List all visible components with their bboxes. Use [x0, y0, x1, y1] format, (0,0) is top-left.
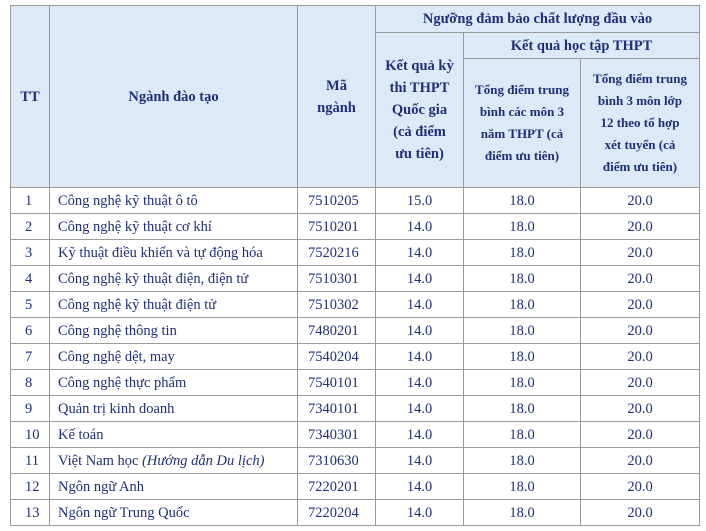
- major-code: 7520216: [298, 240, 376, 266]
- major-name-text: Công nghệ kỹ thuật ô tô: [58, 192, 198, 209]
- major-name-text: Công nghệ dệt, may: [58, 348, 175, 365]
- row-number: 2: [11, 214, 50, 240]
- avg-3-years-score: 18.0: [464, 474, 581, 500]
- major-name: [50, 474, 298, 500]
- exam-score: 14.0: [376, 422, 464, 448]
- major-name: [50, 240, 298, 266]
- exam-score: 14.0: [376, 344, 464, 370]
- table-row: [11, 370, 700, 396]
- table-row: [11, 396, 700, 422]
- major-name: [50, 500, 298, 526]
- major-name-text: Ngôn ngữ Trung Quốc: [58, 504, 190, 521]
- avg-3-years-score: 18.0: [464, 318, 581, 344]
- header-threshold: Ngưỡng đảm bảo chất lượng đầu vào: [376, 6, 700, 33]
- header-avg-3-years: [464, 59, 581, 188]
- exam-score: 14.0: [376, 292, 464, 318]
- exam-score: 14.0: [376, 318, 464, 344]
- header-avg12-line: bình 3 môn lớp: [597, 93, 683, 108]
- header-code-line2: ngành: [317, 99, 356, 116]
- exam-score: 14.0: [376, 370, 464, 396]
- header-exam-result: [376, 33, 464, 188]
- major-name-text: Kế toán: [58, 426, 104, 443]
- major-name-text: Công nghệ kỹ thuật cơ khí: [58, 218, 212, 235]
- row-number: 11: [11, 448, 50, 474]
- header-avg12-line: Tổng điểm trung: [593, 71, 687, 86]
- major-name-text: Công nghệ kỹ thuật điện, điện tử: [58, 270, 249, 287]
- avg-grade12-score: 20.0: [581, 474, 700, 500]
- header-exam-line: thi THPT: [389, 80, 450, 96]
- avg-grade12-score: 20.0: [581, 214, 700, 240]
- table-row: [11, 266, 700, 292]
- major-code: 7220201: [298, 474, 376, 500]
- avg-3-years-score: 18.0: [464, 292, 581, 318]
- avg-grade12-score: 20.0: [581, 448, 700, 474]
- table-row: [11, 422, 700, 448]
- major-name: [50, 422, 298, 448]
- header-avg-grade12: [581, 59, 700, 188]
- exam-score: 15.0: [376, 188, 464, 214]
- major-name-text: Quản trị kinh doanh: [58, 400, 175, 417]
- table-row: [11, 500, 700, 526]
- row-number: 8: [11, 370, 50, 396]
- table-row: [11, 214, 700, 240]
- row-number: 12: [11, 474, 50, 500]
- avg-3-years-score: 18.0: [464, 370, 581, 396]
- table-row: [11, 318, 700, 344]
- table-row: [11, 188, 700, 214]
- row-number: 4: [11, 266, 50, 292]
- avg-grade12-score: 20.0: [581, 422, 700, 448]
- major-code: 7510301: [298, 266, 376, 292]
- major-name: [50, 370, 298, 396]
- table-row: [11, 448, 700, 474]
- header-major: Ngành đào tạo: [50, 6, 298, 188]
- exam-score: 14.0: [376, 500, 464, 526]
- major-code: 7340101: [298, 396, 376, 422]
- row-number: 5: [11, 292, 50, 318]
- exam-score: 14.0: [376, 448, 464, 474]
- header-code: [298, 6, 376, 188]
- avg-3-years-score: 18.0: [464, 266, 581, 292]
- major-name-text: Kỹ thuật điều khiển và tự động hóa: [58, 244, 263, 261]
- header-code-line1: Mã: [326, 77, 347, 94]
- row-number: 1: [11, 188, 50, 214]
- header-avg3-line: Tổng điểm trung: [475, 82, 569, 97]
- major-code: 7510205: [298, 188, 376, 214]
- major-name-text: Công nghệ thực phẩm: [58, 374, 187, 391]
- major-code: 7510201: [298, 214, 376, 240]
- major-name-text: Công nghệ thông tin: [58, 322, 177, 339]
- avg-3-years-score: 18.0: [464, 240, 581, 266]
- table-body: [11, 188, 700, 526]
- major-name: [50, 214, 298, 240]
- major-name-text: Công nghệ kỹ thuật điện tử: [58, 296, 217, 313]
- major-name-note: (Hướng dẫn Du lịch): [142, 452, 265, 469]
- table-row: [11, 474, 700, 500]
- avg-3-years-score: 18.0: [464, 396, 581, 422]
- avg-grade12-score: 20.0: [581, 370, 700, 396]
- row-number: 6: [11, 318, 50, 344]
- avg-grade12-score: 20.0: [581, 396, 700, 422]
- avg-3-years-score: 18.0: [464, 448, 581, 474]
- row-number: 10: [11, 422, 50, 448]
- header-transcript-result: Kết quả học tập THPT: [464, 33, 700, 59]
- header-avg3-line: bình các môn 3: [479, 104, 565, 119]
- major-name: [50, 396, 298, 422]
- header-exam-line: ưu tiên): [395, 146, 444, 162]
- avg-3-years-score: 18.0: [464, 500, 581, 526]
- avg-3-years-score: 18.0: [464, 214, 581, 240]
- major-code: 7480201: [298, 318, 376, 344]
- row-number: 13: [11, 500, 50, 526]
- avg-grade12-score: 20.0: [581, 344, 700, 370]
- row-number: 7: [11, 344, 50, 370]
- avg-3-years-score: 18.0: [464, 188, 581, 214]
- header-avg3-line: điểm ưu tiên): [484, 148, 560, 163]
- exam-score: 14.0: [376, 396, 464, 422]
- header-avg12-line: xét tuyển (cả: [604, 137, 676, 152]
- header-exam-line: Quốc gia: [391, 102, 448, 118]
- exam-score: 14.0: [376, 214, 464, 240]
- avg-grade12-score: 20.0: [581, 292, 700, 318]
- major-name-text: Việt Nam học: [58, 452, 143, 469]
- major-code: 7510302: [298, 292, 376, 318]
- admission-threshold-table: [10, 5, 700, 526]
- exam-score: 14.0: [376, 266, 464, 292]
- avg-3-years-score: 18.0: [464, 422, 581, 448]
- major-name: [50, 344, 298, 370]
- header-exam-line: Kết quả kỳ: [385, 58, 454, 74]
- major-name: [50, 292, 298, 318]
- major-name: [50, 188, 298, 214]
- exam-score: 14.0: [376, 474, 464, 500]
- table-row: [11, 240, 700, 266]
- header-avg3-line: năm THPT (cả: [480, 126, 564, 141]
- avg-grade12-score: 20.0: [581, 500, 700, 526]
- table-row: [11, 292, 700, 318]
- avg-grade12-score: 20.0: [581, 318, 700, 344]
- header-avg12-line: 12 theo tổ hợp: [600, 115, 680, 130]
- header-avg12-line: điểm ưu tiên): [602, 159, 678, 174]
- header-tt: TT: [11, 6, 50, 188]
- major-name-text: Ngôn ngữ Anh: [58, 478, 145, 495]
- row-number: 3: [11, 240, 50, 266]
- header-exam-line: (cả điểm: [393, 124, 446, 140]
- major-code: 7340301: [298, 422, 376, 448]
- exam-score: 14.0: [376, 240, 464, 266]
- avg-grade12-score: 20.0: [581, 188, 700, 214]
- major-code: 7220204: [298, 500, 376, 526]
- avg-grade12-score: 20.0: [581, 266, 700, 292]
- major-code: 7540204: [298, 344, 376, 370]
- major-name: [50, 266, 298, 292]
- row-number: 9: [11, 396, 50, 422]
- major-name: [50, 448, 298, 474]
- avg-grade12-score: 20.0: [581, 240, 700, 266]
- major-name: [50, 318, 298, 344]
- avg-3-years-score: 18.0: [464, 344, 581, 370]
- major-code: 7310630: [298, 448, 376, 474]
- table-row: [11, 344, 700, 370]
- major-code: 7540101: [298, 370, 376, 396]
